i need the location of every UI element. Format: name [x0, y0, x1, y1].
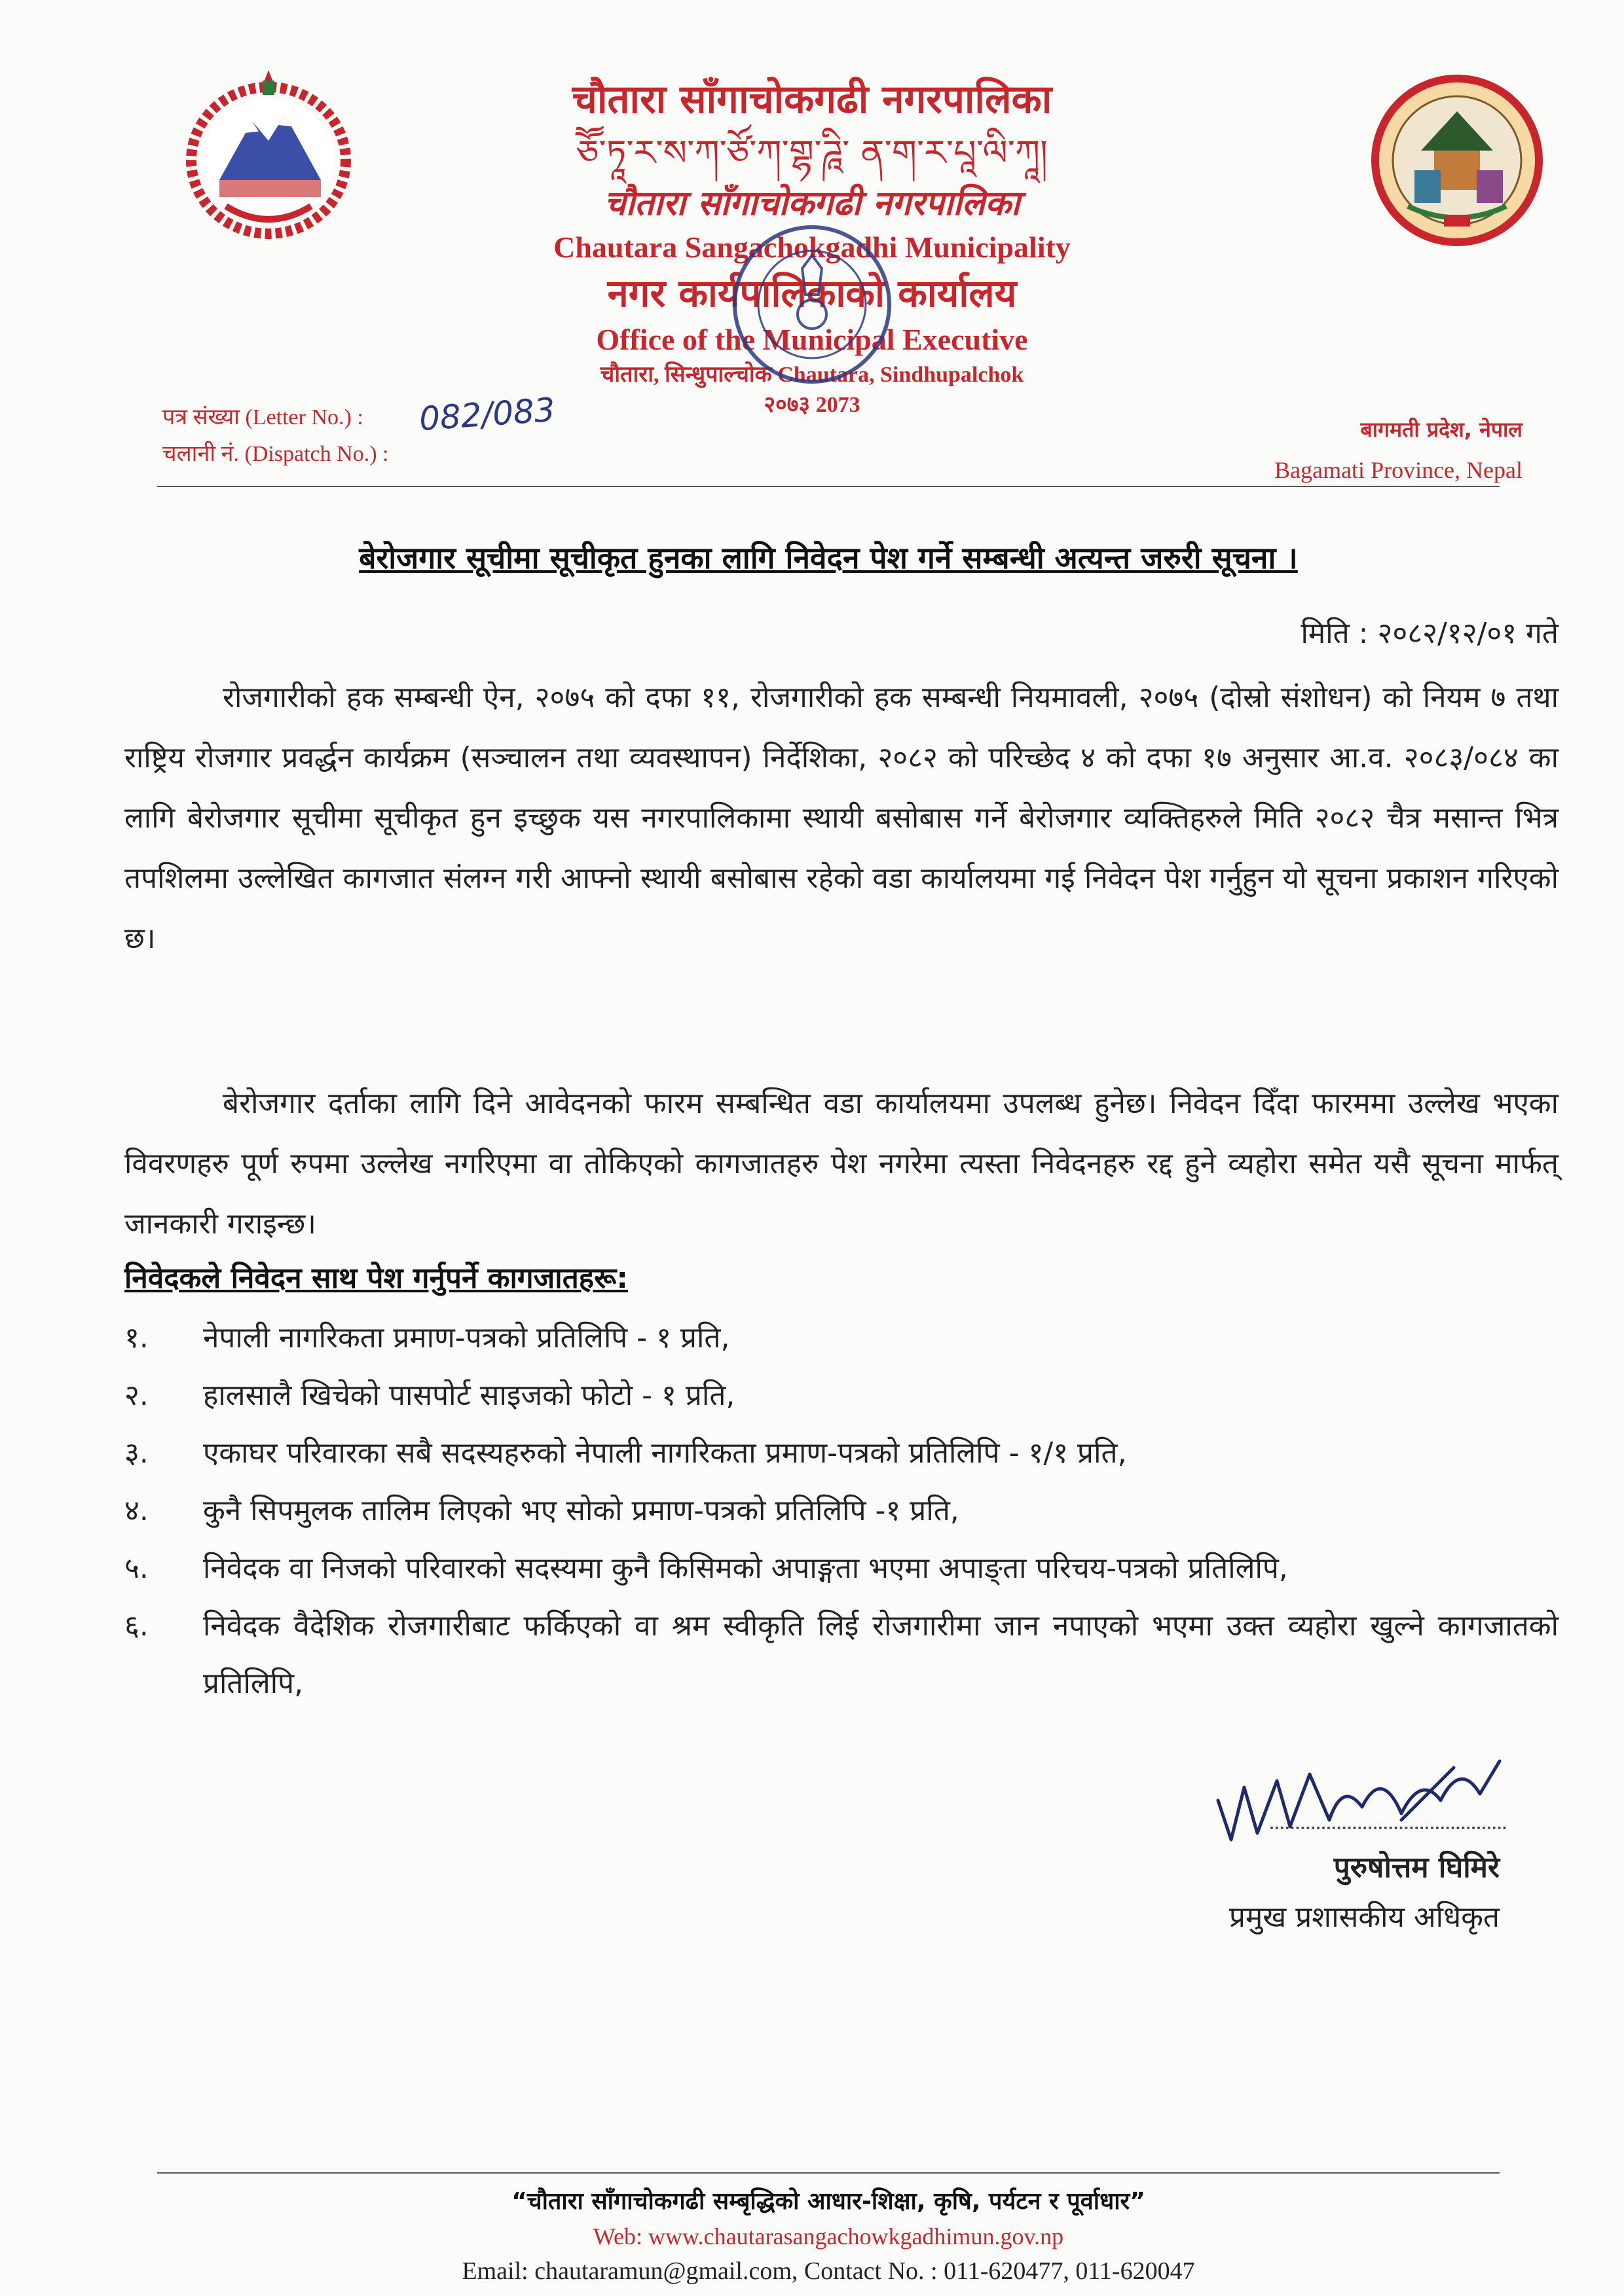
list-item	[124, 1425, 1559, 1482]
signatory-name: पुरुषोत्तम घिमिरे	[1333, 1851, 1500, 1884]
footer	[157, 2183, 1500, 2289]
list-item-number: ६.	[124, 1609, 149, 1643]
nepal-coat-of-arms-icon	[180, 69, 357, 246]
office-stamp-icon	[724, 216, 900, 393]
letter-no-label: पत्र संख्या (Letter No.) :	[162, 405, 363, 429]
province-english: Bagamati Province, Nepal	[1274, 457, 1522, 483]
municipality-name-tibetan: ཅཽ་ཏཱ་ར་ས་ཀ་ཙོ་ཀ་གྷ་ཌཱི་ ན་ག་ར་པཱ་ལི་ཀཱ།	[576, 132, 1048, 173]
letter-no-value: 082/083	[418, 390, 557, 439]
office-name-nepali: नगर कार्यपालिकाको कार्यालय	[607, 271, 1017, 316]
province-nepali: बागमती प्रदेश, नेपाल	[1360, 417, 1522, 442]
signatory-title: प्रमुख प्रशासकीय अधिकृत	[1228, 1901, 1500, 1934]
municipality-name-english: Chautara Sangachokgadhi Municipality	[553, 230, 1071, 264]
municipality-logo-icon	[1369, 72, 1545, 249]
notice-paragraph-1: रोजगारीको हक सम्बन्धी ऐन, २०७५ को दफा ११, रोजगारीको हक सम्बन्धी नियमावली, २०७५ (दोस्रो संशोधन) को नियम ७ तथा राष्ट्रिय रोजगार प्रवर्द्धन कार्यक्रम (सञ्चालन तथा व्यवस्थापन) निर्देशिका, २०८२ को परिच्छेद ४ को दफा १७ अनुसार आ.व. २०८३/०८४ का लागि बेरोजगार सूचीमा सूचीकृत हुन इच्छुक यस नगरपालिकामा स्थायी बसोबास गर्ने बेरोजगार व्यक्तिहरुले मिति २०८२ चैत्र मसान्त भित्र तपशिलमा उल्लेखित कागजात संलग्न गरी आफ्नो स्थायी बसोबास रहेको वडा कार्यालयमा गई निवेदन पेश गर्नुहुन यो सूचना प्रकाशन गरिएको छ।	[124, 681, 1559, 955]
signature-icon	[1205, 1741, 1519, 1846]
footer-motto: “चौतारा साँगाचोकगढी सम्बृद्धिको आधार-शिक्षा, कृषि, पर्यटन र पूर्वाधार”	[511, 2188, 1145, 2215]
list-item-text: हालसालै खिचेको पासपोर्ट साइजको फोटो - १ प्रति,	[203, 1379, 735, 1412]
office-name-english: Office of the Municipal Executive	[596, 323, 1028, 356]
list-item-text: नेपाली नागरिकता प्रमाण-पत्रको प्रतिलिपि - १ प्रति,	[203, 1321, 730, 1355]
required-documents-list	[124, 1309, 1559, 1713]
list-item-number: १.	[124, 1321, 149, 1355]
required-documents-title: निवेदकले निवेदन साथ पेश गर्नुपर्ने कागजातहरू:	[124, 1262, 628, 1295]
province-block	[1274, 409, 1522, 490]
list-item	[124, 1367, 1559, 1425]
list-item	[124, 1482, 1559, 1540]
list-item-text: निवेदक वा निजको परिवारको सदस्यमा कुनै किसिमको अपाङ्गता भएमा अपाङ्ता परिचय-पत्रको प्रतिलिपि,	[203, 1552, 1288, 1585]
signatory-block	[1229, 1843, 1500, 1942]
reference-block	[162, 399, 389, 473]
list-item	[124, 1597, 1559, 1713]
footer-contact: Email: chautaramun@gmail.com, Contact No. : 011-620477, 011-620047	[462, 2257, 1195, 2285]
notice-paragraph-2: बेरोजगार दर्ताका लागि दिने आवेदनको फारम सम्बन्धित वडा कार्यालयमा उपलब्ध हुनेछ। निवेदन दिँदा फारममा उल्लेख भएका विवरणहरु पूर्ण रुपमा उल्लेख नगरिएमा वा तोकिएको कागजातहरु पेश नगरेमा त्यस्ता निवेदनहरु रद्द हुने व्यहोरा समेत यसै सूचना मार्फत् जानकारी गराइन्छ।	[124, 1087, 1559, 1241]
municipality-name-newari: चौतारा साँगाचोकगढी नगरपालिका	[604, 184, 1020, 223]
established-year: २०७३ 2073	[764, 393, 860, 417]
notice-subject: बेरोजगार सूचीमा सूचीकृत हुनका लागि निवेदन पेश गर्ने सम्बन्धी अत्यन्त जरुरी सूचना ।	[359, 540, 1298, 575]
list-item-text: एकाघर परिवारका सबै सदस्यहरुको नेपाली नागरिकता प्रमाण-पत्रको प्रतिलिपि - १/१ प्रति,	[203, 1436, 1127, 1470]
header-divider	[157, 486, 1500, 487]
list-item-number: २.	[124, 1379, 149, 1412]
list-item	[124, 1540, 1559, 1597]
list-item-number: ४.	[124, 1494, 149, 1527]
list-item-text: निवेदक वैदेशिक रोजगारीबाट फर्किएको वा श्रम स्वीकृति लिई रोजगारीमा जान नपाएको भएमा उक्त व्यहोरा खुल्ने कागजातको प्रतिलिपि,	[203, 1609, 1559, 1700]
list-item-number: ५.	[124, 1552, 149, 1585]
footer-divider	[157, 2172, 1500, 2174]
municipality-name-nepali: चौतारा साँगाचोकगढी नगरपालिका	[572, 77, 1052, 122]
office-address: चौतारा, सिन्धुपाल्चोक Chautara, Sindhupalchok	[600, 363, 1024, 387]
list-item-text: कुनै सिपमुलक तालिम लिएको भए सोको प्रमाण-पत्रको प्रतिलिपि -१ प्रति,	[203, 1494, 959, 1527]
signature-line	[1270, 1827, 1506, 1829]
footer-website: Web: www.chautarasangachowkgadhimun.gov.np	[593, 2223, 1064, 2250]
list-item	[124, 1309, 1559, 1367]
notice-date: मिति : २०८२/१२/०१ गते	[1301, 617, 1559, 650]
list-item-number: ३.	[124, 1436, 149, 1470]
dispatch-no-label: चलानी नं. (Dispatch No.) :	[162, 442, 389, 466]
